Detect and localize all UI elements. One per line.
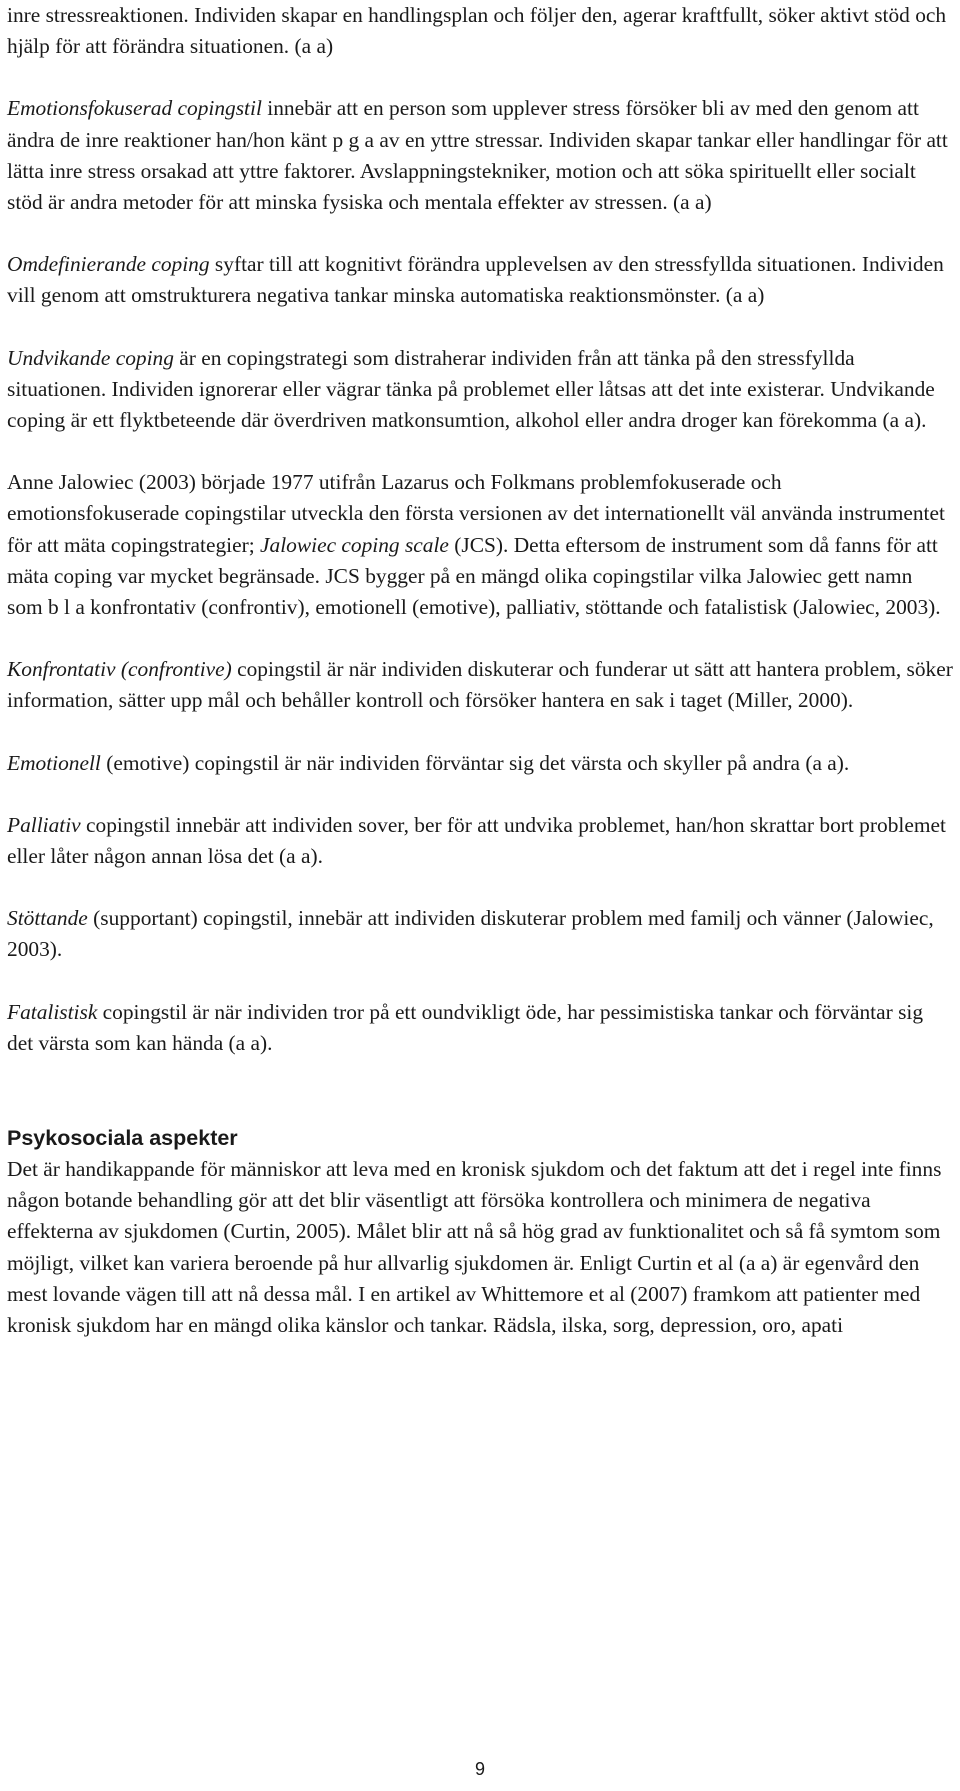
term-emotive: Emotionell: [7, 750, 101, 775]
term-fatalistic: Fatalistisk: [7, 999, 98, 1024]
paragraph-redefining-coping: Omdefinierande coping syftar till att kognitivt förändra upplevelsen av den stressfyllda situationen. Individen vill genom att omstrukturera negativa tankar minska automatiska reaktionsmönster. (a a): [7, 252, 944, 308]
term-supportant: Stöttande: [7, 906, 88, 931]
paragraph-jalowiec: Anne Jalowiec (2003) började 1977 utifrån Lazarus och Folkmans problemfokuserade och emotionsfokuserade copingstilar utveckla den första versionen av det internationellt väl använda instrumentet för att mäta copingstrategier; Jalowiec coping scale (JCS). Detta eftersom de instrument som då fanns för att mäta coping var mycket begränsade. JCS bygger på en mängd olika copingstilar vilka Jalowiec gett namn som b l a konfrontativ (confrontiv), emotionell (emotive), palliativ, stöttande och fatalistisk (Jalowiec, 2003).: [7, 470, 945, 620]
paragraph-emotion-focused: Emotionsfokuserad copingstil innebär att en person som upplever stress försöker bli av med den genom att ändra de inre reaktioner han/hon känt p g a av en yttre stressar. Individen skapar tankar eller handlingar för att lätta inre stress orsakad att yttre faktorer. Avslappningstekniker, motion och att söka spirituellt eller socialt stöd är andra metoder för att minska fysiska och mentala effekter av stressen. (a a): [7, 96, 948, 215]
paragraph-emotive: Emotionell (emotive) copingstil är när individen förväntar sig det värsta och skyller på andra (a a).: [7, 750, 850, 775]
paragraph-psychosocial: Det är handikappande för människor att leva med en kronisk sjukdom och det faktum att det i regel inte finns någon botande behandling gör att det blir väsentligt att försöka kontrollera och minimera de negativa effekterna av sjukdomen (Curtin, 2005). Målet blir att nå så hög grad av funktionalitet och så få symtom som möjligt, vilket kan variera beroende på hur allvarlig sjukdomen är. Enligt Curtin et al (a a) är egenvård den mest lovande vägen till att nå dessa mål. I en artikel av Whittemore et al (2007) framkom att patienter med kronisk sjukdom har en mängd olika känslor och tankar. Rädsla, ilska, sorg, depression, oro, apati: [7, 1157, 942, 1338]
paragraph-avoidant-coping: Undvikande coping är en copingstrategi som distraherar individen från att tänka på den stressfyllda situationen. Individen ignorerar eller vägrar tänka på problemet eller låtsas att det inte existerar. Undvikande coping är ett flyktbeteende där överdriven matkonsumtion, alkohol eller andra droger kan förekomma (a a).: [7, 345, 935, 433]
term-jalowiec-coping-scale: Jalowiec coping scale: [260, 532, 449, 557]
paragraph-palliative: Palliativ copingstil innebär att individen sover, ber för att undvika problemet, han/hon skrattar bort problemet eller låter någon annan lösa det (a a).: [7, 812, 946, 869]
paragraph-fatalistic: Fatalistisk copingstil är när individen tror på ett oundvikligt öde, har pessimistiska tankar och förväntar sig det värsta som kan hända (a a).: [7, 999, 924, 1055]
term-emotion-focused: Emotionsfokuserad copingstil: [7, 96, 262, 121]
paragraph-confrontive: Konfrontativ (confrontive) copingstil är när individen diskuterar och funderar ut sätt att hantera problem, söker information, sätter upp mål och behåller kontroll och försöker hantera en sak i taget (Miller, 2000).: [7, 657, 953, 713]
term-confrontive: Konfrontativ (confrontive): [7, 657, 232, 682]
document-body: [7, 0, 953, 1341]
term-redefining-coping: Omdefinierande coping: [7, 252, 210, 277]
page-number: 9: [474, 1759, 485, 1779]
section-heading: Psykosociala aspekter: [7, 1126, 238, 1151]
term-palliative: Palliativ: [7, 812, 81, 837]
paragraph-supportant: Stöttande (supportant) copingstil, innebär att individen diskuterar problem med familj och vänner (Jalowiec, 2003).: [7, 906, 934, 962]
paragraph-problem-focused-end: inre stressreaktionen. Individen skapar en handlingsplan och följer den, agerar kraftfullt, söker aktivt stöd och hjälp för att förändra situationen. (a a): [7, 3, 947, 59]
term-avoidant-coping: Undvikande coping: [7, 345, 174, 370]
